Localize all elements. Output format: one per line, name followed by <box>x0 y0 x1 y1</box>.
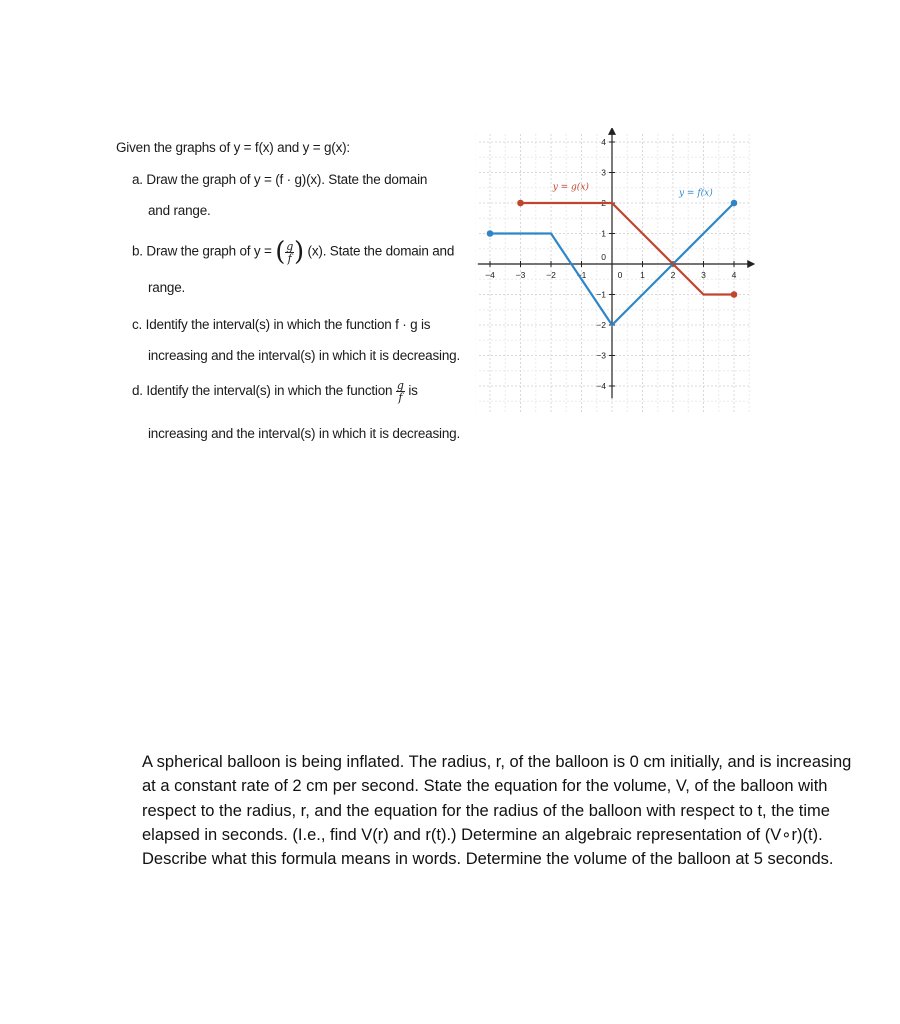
series-labels <box>552 181 714 198</box>
fraction-g-over-f <box>285 241 294 264</box>
problem-2-text: A spherical balloon is being inflated. The radius, r, of the balloon is 0 cm initially, and is increasing at a constant rate of 2 cm per second. State the equation for the volume, V, of the balloon with respect to the radius, r, and the equation for the radius of the balloon with respect to t, the time elapsed in seconds. (I.e., find V(r) and r(t).) Determine an algebraic representation of (V∘r)(t). Describe what this formula means in words. Determine the volume of the balloon at 5 seconds. <box>142 753 852 869</box>
x-tick-label: 3 <box>701 270 706 280</box>
part-b-post: (x). State the domain and <box>307 243 455 259</box>
y-tick-label: 2 <box>601 198 606 208</box>
x-tick-label: 2 <box>670 270 676 280</box>
part-d-line2: increasing and the interval(s) in which it is decreasing. <box>148 426 461 441</box>
part-d-post: is <box>408 383 418 399</box>
y-tick-label: 1 <box>601 228 606 239</box>
f-label: y = f(x) <box>678 188 713 199</box>
y-tick-label: −3 <box>596 350 606 361</box>
y-tick-label: −4 <box>596 381 606 391</box>
part-d-label: d. <box>132 383 143 399</box>
x-tick-label: −1 <box>576 270 587 280</box>
part-b <box>132 237 454 267</box>
x-tick-label: −2 <box>546 270 556 280</box>
x-axis-arrow <box>747 260 755 268</box>
problem-1-intro: Given the graphs of y = f(x) and y = g(x): <box>116 140 350 155</box>
part-a <box>132 172 427 187</box>
part-b-label: b. <box>132 243 143 259</box>
g-endpoint <box>731 291 738 298</box>
part-c <box>132 317 430 332</box>
x-tick-label: 1 <box>640 270 645 280</box>
x-tick-label: −3 <box>515 270 526 280</box>
g-endpoint <box>517 200 524 207</box>
frac-num: g <box>286 239 294 253</box>
x-tick-label: 0 <box>617 270 623 280</box>
frac-den-d: f <box>398 391 403 404</box>
y-axis-arrow <box>608 128 616 135</box>
part-c-line1: Identify the interval(s) in which the function f · g is <box>145 317 431 332</box>
x-tick-label: 4 <box>731 270 737 280</box>
y-tick-label: −1 <box>596 289 606 300</box>
frac-den: f <box>287 251 292 265</box>
part-c-label: c. <box>132 317 143 332</box>
part-b-line2: range. <box>148 280 186 295</box>
y-tick-label: −2 <box>596 320 606 330</box>
paren-close: ) <box>294 237 304 267</box>
g-label: y = g(x) <box>552 182 589 193</box>
y-tick-label: 4 <box>601 137 606 147</box>
y-tick-label: 0 <box>601 252 606 262</box>
function-graph <box>475 128 755 418</box>
part-c-line2: increasing and the interval(s) in which it is decreasing. <box>148 348 461 363</box>
x-tick-label: −4 <box>485 270 495 280</box>
part-a-line1: Draw the graph of y = (f · g)(x). State the domain <box>146 172 428 187</box>
f-endpoint <box>731 200 738 207</box>
part-d <box>132 380 418 403</box>
part-a-line2: and range. <box>148 203 211 218</box>
y-tick-label: 3 <box>601 167 606 178</box>
part-a-label: a. <box>132 172 143 187</box>
frac-num-d: g <box>396 379 404 392</box>
axes <box>478 128 755 398</box>
part-b-pre: Draw the graph of y = <box>146 243 272 259</box>
paren-open: ( <box>275 237 286 267</box>
f-endpoint <box>487 230 494 237</box>
part-d-pre: Identify the interval(s) in which the function <box>146 383 393 399</box>
fraction-g-over-f-d <box>396 380 405 403</box>
